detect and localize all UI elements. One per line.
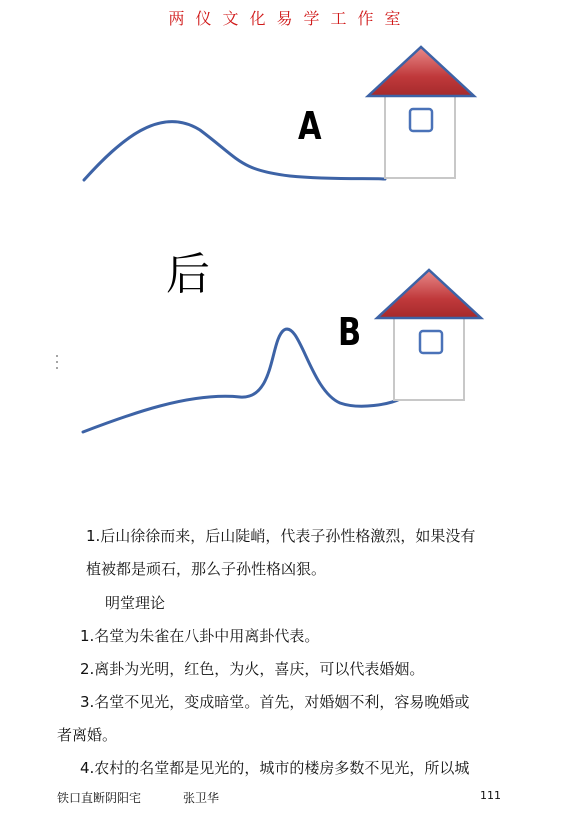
- list-item-3-line-1: 3.名堂不见光，变成暗堂。首先，对婚姻不利，容易晚婚或: [80, 693, 470, 711]
- paragraph-1-line-1: 1.后山徐徐而来，后山陡峭，代表子孙性格激烈，如果没有: [86, 527, 476, 545]
- house-a-roof: [368, 47, 474, 96]
- label-a: A: [298, 104, 322, 148]
- house-b-roof: [377, 270, 481, 318]
- mountain-curve-a: [84, 122, 385, 180]
- page-number: 111: [480, 789, 501, 802]
- label-back: 后: [166, 249, 210, 300]
- list-item-3-line-2: 者离婚。: [57, 726, 118, 744]
- header-title: 两仪文化易学工作室: [168, 9, 412, 28]
- list-item-4-line-1: 4.农村的名堂都是见光的，城市的楼房多数不见光，所以城: [80, 759, 470, 777]
- label-b: B: [338, 310, 362, 354]
- house-a: [368, 47, 474, 178]
- footer-author: 张卫华: [183, 791, 220, 805]
- section-heading: 明堂理论: [105, 594, 166, 612]
- list-item-1: 1.名堂为朱雀在八卦中用离卦代表。: [80, 627, 320, 645]
- paragraph-1-line-2: 植被都是顽石，那么子孙性格凶狠。: [86, 560, 327, 578]
- list-item-2: 2.离卦为光明，红色，为火，喜庆，可以代表婚姻。: [80, 660, 425, 678]
- house-b: [377, 270, 481, 400]
- footer-book-title: 铁口直断阴阳宅: [57, 791, 142, 805]
